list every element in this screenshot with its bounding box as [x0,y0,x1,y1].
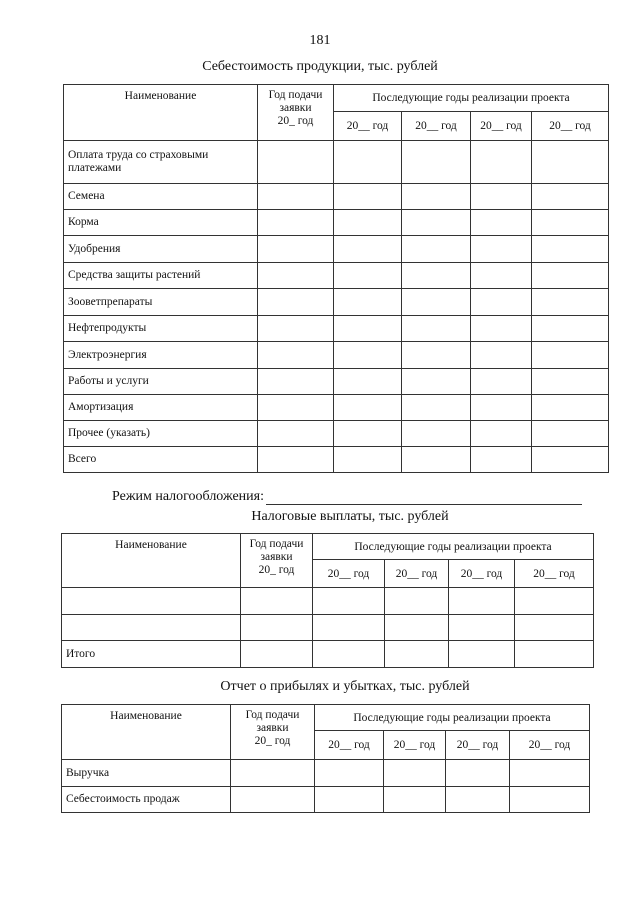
header-name: Наименование [64,85,258,141]
table-row [64,210,609,236]
header-year-col: 20__ год [402,112,471,141]
input-cell[interactable] [334,369,402,395]
table-row [64,421,609,447]
header-year-col: 20__ год [384,731,446,760]
input-cell[interactable] [402,369,471,395]
input-cell[interactable] [515,615,594,641]
input-cell[interactable] [402,289,471,316]
tax-table-title: Налоговые выплаты, тыс. рублей [251,509,449,524]
input-cell[interactable] [258,184,334,210]
input-cell[interactable] [334,263,402,289]
header-subsequent-years: Последующие годы реализации проекта [313,534,594,560]
input-cell[interactable] [515,588,594,615]
header-year-col: 20__ год [315,731,384,760]
input-cell[interactable] [471,263,532,289]
row-label: Нефтепродукты [64,316,258,342]
row-label: Работы и услуги [64,369,258,395]
input-cell[interactable] [532,236,609,263]
header-year-col: 20__ год [385,560,449,588]
table-row [64,289,609,316]
page-number: 181 [309,33,331,48]
input-cell[interactable] [241,588,313,615]
input-cell[interactable] [313,641,385,668]
input-cell[interactable] [532,141,609,184]
input-cell[interactable] [258,141,334,184]
header-subsequent-years: Последующие годы реализации проекта [315,705,590,731]
input-cell[interactable] [385,588,449,615]
input-cell[interactable] [334,421,402,447]
input-cell[interactable] [471,447,532,473]
input-cell[interactable] [334,184,402,210]
table-row [62,760,590,787]
row-label: Итого [62,641,241,668]
input-cell[interactable] [471,369,532,395]
input-cell[interactable] [402,447,471,473]
input-cell[interactable] [471,395,532,421]
table-row [64,141,609,184]
input-cell[interactable] [384,787,446,813]
input-cell[interactable] [231,787,315,813]
input-cell[interactable] [258,342,334,369]
row-label: Прочее (указать) [64,421,258,447]
input-cell[interactable] [510,787,590,813]
input-cell[interactable] [532,263,609,289]
row-label: Оплата труда со страховыми платежами [64,141,258,184]
table-row [64,316,609,342]
input-cell[interactable] [471,421,532,447]
row-label: Амортизация [64,395,258,421]
input-cell[interactable] [532,447,609,473]
table-row [64,447,609,473]
header-year-col: 20__ год [532,112,609,141]
header-year-col: 20__ год [515,560,594,588]
input-cell[interactable] [449,641,515,668]
input-cell[interactable] [402,210,471,236]
row-label[interactable] [62,615,241,641]
tax-table [61,533,594,668]
input-cell[interactable] [471,141,532,184]
input-cell[interactable] [241,641,313,668]
cost-table-title: Себестоимость продукции, тыс. рублей [202,59,438,74]
input-cell[interactable] [471,210,532,236]
input-cell[interactable] [446,760,510,787]
header-year-col: 20__ год [334,112,402,141]
input-cell[interactable] [258,316,334,342]
row-label: Корма [64,210,258,236]
header-application-year: Год подачи заявки 20_ год [258,85,334,141]
input-cell[interactable] [334,395,402,421]
input-cell[interactable] [258,210,334,236]
row-label: Всего [64,447,258,473]
row-label[interactable] [62,588,241,615]
header-year-col: 20__ год [449,560,515,588]
header-name: Наименование [62,534,241,588]
input-cell[interactable] [471,236,532,263]
row-label: Семена [64,184,258,210]
input-cell[interactable] [532,289,609,316]
table-row [62,615,594,641]
input-cell[interactable] [258,395,334,421]
table-row [64,184,609,210]
input-cell[interactable] [313,615,385,641]
input-cell[interactable] [241,615,313,641]
header-year-col: 20__ год [313,560,385,588]
input-cell[interactable] [385,641,449,668]
cost-table [63,84,609,473]
table-row [64,395,609,421]
row-label: Удобрения [64,236,258,263]
input-cell[interactable] [402,316,471,342]
row-label: Выручка [62,760,231,787]
input-cell[interactable] [402,395,471,421]
input-cell[interactable] [402,141,471,184]
input-cell[interactable] [334,342,402,369]
input-cell[interactable] [231,760,315,787]
input-cell[interactable] [384,760,446,787]
input-cell[interactable] [334,289,402,316]
header-application-year: Год подачи заявки 20_ год [241,534,313,588]
header-year-col: 20__ год [471,112,532,141]
table-row [64,369,609,395]
input-cell[interactable] [532,342,609,369]
input-cell[interactable] [334,316,402,342]
input-cell[interactable] [315,760,384,787]
input-cell[interactable] [510,760,590,787]
pl-table-title: Отчет о прибылях и убытках, тыс. рублей [220,679,470,694]
table-row [64,342,609,369]
input-cell[interactable] [402,263,471,289]
header-year-col: 20__ год [446,731,510,760]
table-row [62,787,590,813]
table-row [62,641,594,668]
table-row [64,236,609,263]
input-cell[interactable] [515,641,594,668]
row-label: Средства защиты растений [64,263,258,289]
input-cell[interactable] [258,421,334,447]
tax-regime-input-line[interactable] [266,490,582,505]
input-cell[interactable] [258,236,334,263]
header-application-year: Год подачи заявки 20_ год [231,705,315,760]
input-cell[interactable] [385,615,449,641]
input-cell[interactable] [532,369,609,395]
input-cell[interactable] [532,210,609,236]
input-cell[interactable] [402,236,471,263]
input-cell[interactable] [258,369,334,395]
input-cell[interactable] [471,316,532,342]
input-cell[interactable] [471,342,532,369]
input-cell[interactable] [446,787,510,813]
input-cell[interactable] [449,615,515,641]
input-cell[interactable] [471,184,532,210]
input-cell[interactable] [315,787,384,813]
row-label: Зооветпрепараты [64,289,258,316]
input-cell[interactable] [532,395,609,421]
tax-regime-label: Режим налогообложения: [112,489,264,504]
header-subsequent-years: Последующие годы реализации проекта [334,85,609,112]
input-cell[interactable] [334,236,402,263]
header-year-col: 20__ год [510,731,590,760]
header-name: Наименование [62,705,231,760]
input-cell[interactable] [402,184,471,210]
pl-table [61,704,590,813]
input-cell[interactable] [532,316,609,342]
input-cell[interactable] [313,588,385,615]
table-row [62,588,594,615]
input-cell[interactable] [334,141,402,184]
input-cell[interactable] [258,289,334,316]
input-cell[interactable] [334,210,402,236]
input-cell[interactable] [334,447,402,473]
input-cell[interactable] [402,421,471,447]
row-label: Себестоимость продаж [62,787,231,813]
input-cell[interactable] [258,447,334,473]
tax-regime-field [112,489,582,505]
row-label: Электроэнергия [64,342,258,369]
input-cell[interactable] [532,184,609,210]
input-cell[interactable] [449,588,515,615]
table-row [64,263,609,289]
input-cell[interactable] [258,263,334,289]
input-cell[interactable] [471,289,532,316]
input-cell[interactable] [532,421,609,447]
input-cell[interactable] [402,342,471,369]
